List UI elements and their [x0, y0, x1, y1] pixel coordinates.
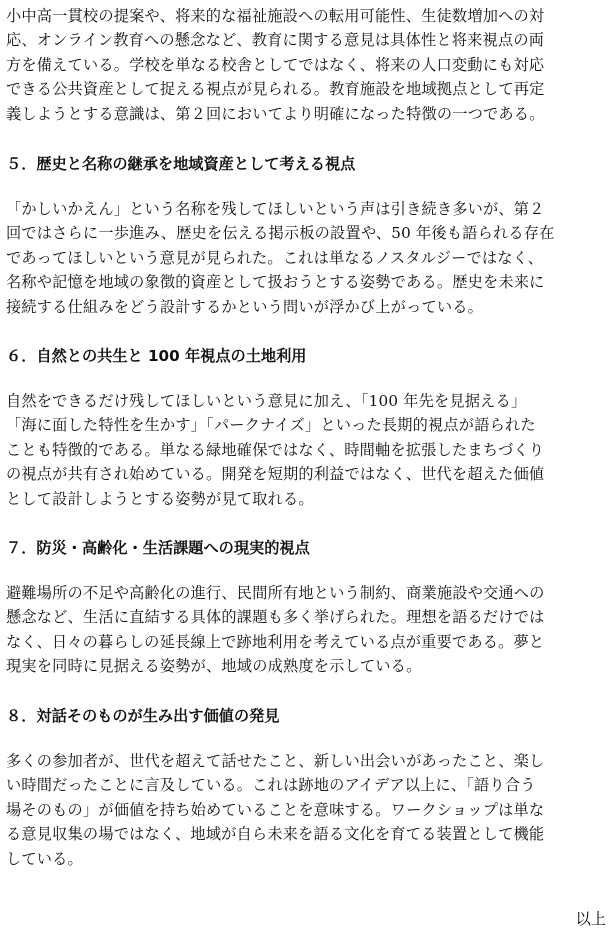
paragraph-line: 名称や記憶を地域の象徴的資産として扱おうとする姿勢である。歴史を未来に — [6, 273, 545, 292]
paragraph-line: 場そのもの」が価値を持ち始めていることを意味する。ワークショップは単な — [6, 800, 545, 819]
section-7-paragraph — [6, 581, 604, 679]
section-5-heading: ５．歴史と名称の継承を地域資産として考える視点 — [6, 155, 356, 173]
paragraph-line: の視点が共有され始めている。開発を短期的利益ではなく、世代を超えた価値 — [6, 465, 545, 484]
paragraph-line: ことも特徴的である。単なる緑地確保ではなく、時間軸を拡張したまちづくり — [6, 440, 545, 459]
section-8-paragraph — [6, 749, 604, 871]
section-7-heading: ７．防災・高齢化・生活課題への現実的視点 — [6, 539, 310, 557]
paragraph-line: であってほしいという意見が見られた。これは単なるノスタルジーではなく、 — [6, 248, 544, 267]
section-6-heading: ６．自然との共生と 100 年視点の土地利用 — [6, 347, 307, 365]
paragraph-line: 小中高一貫校の提案や、将来的な福祉施設への転用可能性、生徒数増加への対 — [6, 7, 545, 25]
paragraph-line: 避難場所の不足や高齢化の進行、民間所有地という制約、商業施設や交通への — [6, 584, 545, 602]
paragraph-line: 接続する仕組みをどう設計するかという問いが浮かび上がっている。 — [6, 297, 484, 316]
paragraph-line: 自然をできるだけ残してほしいという意見に加え、「100 年先を見据える」 — [6, 392, 527, 410]
paragraph-line: 回ではさらに一歩進み、歴史を伝える掲示板の設置や、50 年後も語られる存在 — [6, 224, 555, 243]
paragraph-line: る意見収集の場ではなく、地域が自ら未来を語る文化を育てる装置として機能 — [6, 825, 545, 844]
paragraph-line: 懸念など、生活に直結する具体的課題も多く挙げられた。理想を語るだけでは — [6, 608, 545, 627]
section-8-heading: ８．対話そのものが生み出す価値の発見 — [6, 707, 280, 725]
paragraph-line: として設計しようとする姿勢が見て取れる。 — [6, 489, 314, 508]
paragraph-line: できる公共資産として捉える視点が見られる。教育施設を地域拠点として再定 — [6, 80, 545, 99]
paragraph-line: なく、日々の暮らしの延長線上で跡地利用を考えている点が重要である。夢と — [6, 632, 545, 651]
closing-mark: 以上 — [575, 910, 606, 928]
paragraph-line: 応、オンライン教育への懸念など、教育に関する意見は具体性と将来視点の両 — [6, 31, 545, 50]
section-5-paragraph — [6, 197, 604, 319]
paragraph-line: い時間だったことに言及している。これは跡地のアイデア以上に、「語り合う — [6, 776, 536, 795]
paragraph-line: 「海に面した特性を生かす」「パークナイズ」といった長期的視点が語られた — [6, 416, 536, 435]
section-6-paragraph — [6, 389, 604, 511]
paragraph-line: 現実を同時に見据える姿勢が、地域の成熟度を示している。 — [6, 657, 422, 676]
paragraph-line: 「かしいかえん」という名称を残してほしいという声は引き続き多いが、第２ — [6, 200, 545, 218]
paragraph-line: 義しようとする意識は、第２回においてより明確になった特徴の一つである。 — [6, 104, 545, 123]
paragraph-line: している。 — [6, 849, 83, 868]
paragraph-line: 方を備えている。学校を単なる校舎としてではなく、将来の人口変動にも対応 — [6, 55, 545, 74]
paragraph-line: 多くの参加者が、世代を超えて話せたこと、新しい出会いがあったこと、楽し — [6, 752, 545, 770]
intro-paragraph — [6, 4, 604, 126]
